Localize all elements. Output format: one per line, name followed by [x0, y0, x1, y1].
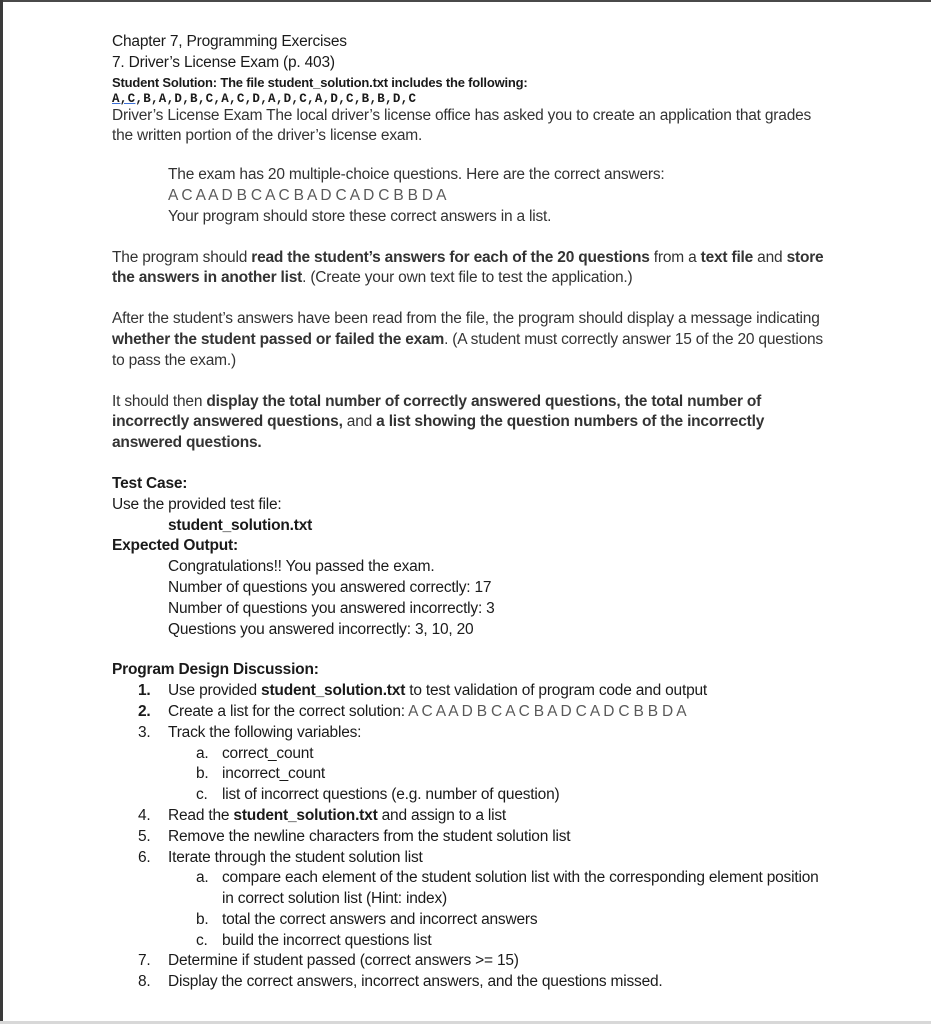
- text: Use provided: [168, 682, 262, 700]
- text: build the incorrect questions list: [222, 931, 432, 949]
- text: from a: [649, 248, 701, 266]
- exercise-title: 7. Driver’s License Exam (p. 403): [112, 53, 335, 71]
- display-totals-paragraph: [112, 392, 827, 454]
- window-left-border: [0, 0, 3, 1024]
- sub-number: b.: [196, 765, 209, 783]
- student-answers-rest: ,B,A,D,B,C,A,C,D,A,D,C,A,D,C,B,B,D,C: [135, 91, 417, 106]
- text: Read the: [168, 806, 234, 824]
- bold-text: whether the student passed or failed the exam: [112, 330, 445, 348]
- sub-list-item: [168, 931, 832, 952]
- sub-list-item: [168, 744, 832, 765]
- sub-number: c.: [196, 931, 208, 949]
- student-solution-answers: [112, 92, 832, 106]
- text: Create a list for the correct solution:: [168, 702, 409, 720]
- correct-answers: A C A A D B C A C B A D C A D C B B D A: [168, 186, 447, 204]
- step-number: 8.: [138, 973, 151, 991]
- text: and: [342, 413, 377, 431]
- list-item: [112, 827, 832, 848]
- sub-list-item: [168, 868, 832, 910]
- sub-number: a.: [196, 869, 209, 887]
- store-answers-note: Your program should store these correct answers in a list.: [168, 207, 552, 225]
- window-top-border: [0, 0, 931, 2]
- text: It should then: [112, 392, 207, 410]
- student-solution-label: Student Solution: The file student_solution.txt includes the following:: [112, 74, 528, 90]
- exam-block: [112, 165, 832, 227]
- sub-list: [168, 868, 832, 951]
- read-answers-paragraph: [112, 248, 827, 290]
- test-file-name: student_solution.txt: [168, 516, 313, 534]
- test-case-heading: Test Case:: [112, 474, 188, 492]
- expected-output-heading: Expected Output:: [112, 537, 238, 555]
- sub-number: a.: [196, 744, 209, 762]
- sub-list-item: [168, 785, 832, 806]
- text: Determine if student passed (correct answers >= 15): [168, 952, 519, 970]
- intro-paragraph: Driver’s License Exam The local driver’s license office has asked you to create an application that grades the written portion of the driver’s license exam.: [112, 106, 812, 145]
- expected-output-line: Number of questions you answered correctly: 17: [168, 578, 492, 596]
- text: Track the following variables:: [168, 723, 362, 741]
- text: list of incorrect questions (e.g. number of question): [222, 786, 560, 804]
- bold-text: display the total number of correctly answered questions, the total number of incorrectly answered questions,: [112, 392, 762, 431]
- text: . (A student must correctly answer 15 of the 20 questions to pass the exam.): [112, 330, 823, 369]
- design-steps-list: [112, 681, 832, 993]
- list-item: [112, 848, 832, 952]
- step-number: 3.: [138, 723, 151, 741]
- text: Iterate through the student solution list: [168, 848, 423, 866]
- list-item: [112, 702, 832, 723]
- text: The program should: [112, 248, 252, 266]
- exam-description: The exam has 20 multiple-choice questions. Here are the correct answers:: [168, 166, 665, 184]
- step-number: 7.: [138, 952, 151, 970]
- text: and assign to a list: [377, 806, 507, 824]
- list-item: [112, 681, 832, 702]
- step-number: 1.: [138, 682, 151, 700]
- text: After the student’s answers have been read from the file, the program should display a message indicating: [112, 310, 820, 328]
- bold-text: store the answers in another list: [112, 248, 824, 287]
- expected-output-line: Congratulations!! You passed the exam.: [168, 558, 435, 576]
- document-page: [112, 32, 832, 993]
- step-number: 6.: [138, 848, 151, 866]
- text: compare each element of the student solution list with the corresponding element position in correct solution list (Hint: index): [222, 869, 819, 908]
- expected-output-line: Number of questions you answered incorrectly: 3: [168, 599, 495, 617]
- expected-output-list: [112, 557, 832, 640]
- sub-list-item: [168, 910, 832, 931]
- bold-text: read the student’s answers for each of the 20 questions: [251, 248, 650, 266]
- text: to test validation of program code and output: [405, 682, 708, 700]
- sub-list-item: [168, 764, 832, 785]
- text: incorrect_count: [222, 765, 325, 783]
- text: correct_count: [222, 744, 314, 762]
- text: and: [753, 248, 787, 266]
- bold-text: student_solution.txt: [261, 682, 406, 700]
- design-heading: Program Design Discussion:: [112, 661, 319, 679]
- text: total the correct answers and incorrect answers: [222, 910, 538, 928]
- pass-fail-paragraph: [112, 309, 827, 371]
- bold-text: text file: [700, 248, 754, 266]
- list-item: [112, 723, 832, 806]
- student-answers-underlined: A,C: [112, 91, 136, 106]
- step-number: 4.: [138, 806, 151, 824]
- list-item: [112, 806, 832, 827]
- bold-text: student_solution.txt: [233, 806, 378, 824]
- use-file-label: Use the provided test file:: [112, 495, 282, 513]
- sub-number: b.: [196, 910, 209, 928]
- expected-output-line: Questions you answered incorrectly: 3, 10, 20: [168, 620, 474, 638]
- list-item: [112, 972, 832, 993]
- sub-list: [168, 744, 832, 806]
- correct-solution-text: A C A A D B C A C B A D C A D C B B D A: [408, 702, 687, 720]
- step-number: 5.: [138, 827, 151, 845]
- sub-number: c.: [196, 786, 208, 804]
- bold-text: a list showing the question numbers of the incorrectly answered questions.: [112, 413, 765, 452]
- text: Display the correct answers, incorrect answers, and the questions missed.: [168, 973, 663, 991]
- text: . (Create your own text file to test the application.): [302, 269, 633, 287]
- chapter-title: Chapter 7, Programming Exercises: [112, 33, 347, 50]
- list-item: [112, 951, 832, 972]
- text: Remove the newline characters from the student solution list: [168, 827, 571, 845]
- step-number: 2.: [138, 702, 151, 720]
